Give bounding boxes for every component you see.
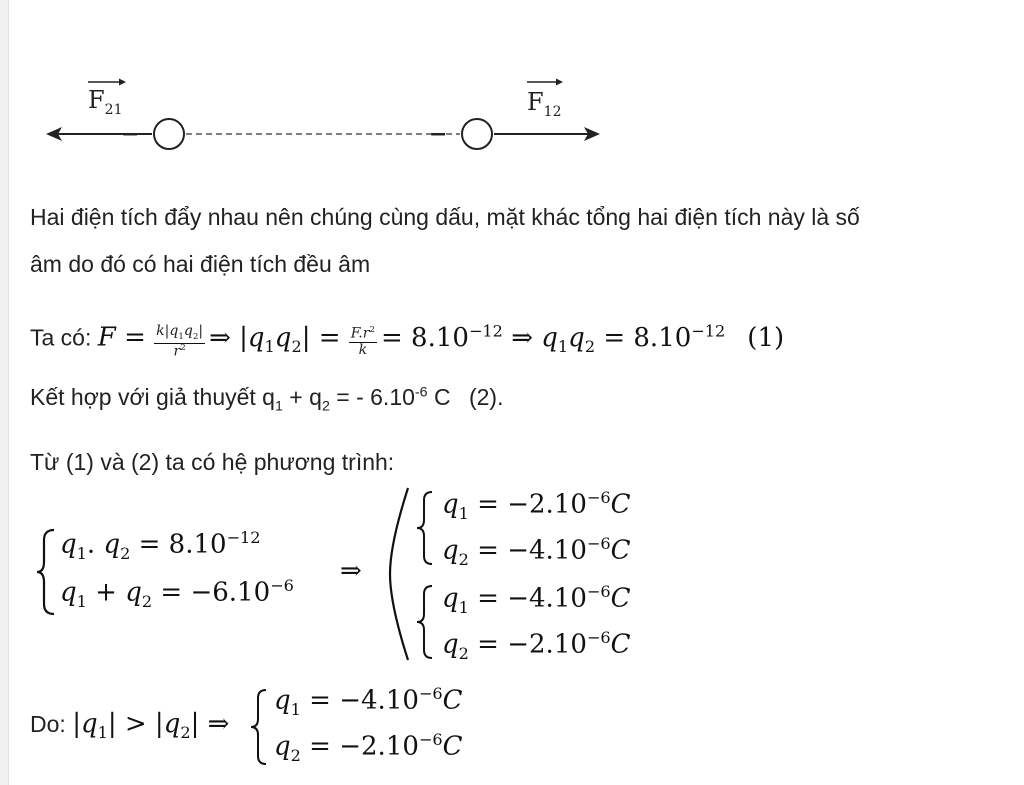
left-frame-border (0, 0, 9, 785)
solution-b-q1: $q_1 = -4.10^{-6}C$ (442, 582, 631, 617)
paragraph-line-1: Hai điện tích đẩy nhau nên chúng cùng dấu, mặt khác tổng hai điện tích này là số (30, 204, 860, 230)
solution-b-q2: $q_2 = -2.10^{-6}C$ (442, 628, 631, 663)
charge-q1-sign: − (121, 121, 140, 147)
charge-q2-circle (462, 119, 492, 149)
charge-q2-sign: − (429, 121, 448, 147)
equation-prefix: Ta có: (30, 324, 98, 351)
system-row-2: $q_1 + q_2 = -6.10^{-6}$ (60, 576, 294, 611)
equation-tag-1: (1) (747, 322, 785, 353)
system-row-1: $q_1$. $q_2 = 8.10^{-12}$ (60, 528, 261, 563)
conclusion-q1: $q_1 = -4.10^{-6}C$ (274, 684, 463, 719)
product-fraction: $\frac{F.r^2}{k}$ (350, 324, 375, 358)
conclusion-q2: $q_2 = -2.10^{-6}C$ (274, 730, 463, 765)
implies-arrow: ⇒ (340, 556, 362, 586)
solutions-paren (386, 484, 412, 664)
conclusion-prefix: Do: (30, 711, 73, 737)
paragraph-line-2: âm do đó có hai điện tích đều âm (30, 251, 371, 277)
charge-q1-circle (154, 119, 184, 149)
solution-a-q2: $q_2 = -4.10^{-6}C$ (442, 534, 631, 569)
conclusion-lhs: Do: $|q_1| > |q_2|$ ⇒ (30, 709, 230, 743)
system-intro: Từ (1) và (2) ta có hệ phương trình: (30, 449, 395, 475)
solution-a-q1: $q_1 = -2.10^{-6}C$ (442, 488, 631, 523)
system-brace (34, 526, 58, 618)
conclusion-brace (248, 686, 270, 768)
equation-tag-2: (2). (468, 384, 504, 410)
hypothesis-line: Kết hợp với giả thuyết $q_1 + q_2$ = - $6.10^{-6}$ C (2). (30, 384, 504, 415)
coulomb-equation: Ta có: F = $\frac{k|q_1q_2|}{r^2}$ ⇒ $|q_1q_2|$ = $\frac{F.r^2}{k}$ = $8.10^{-12}$ ⇒ $q_1q_2 = 8.10^{-12}$ (1) (30, 321, 785, 360)
coulomb-fraction: $\frac{k|q_1q_2|}{r^2}$ (156, 323, 204, 360)
force-f12-label: $F_{12}$ (527, 88, 562, 120)
solution-a-brace (414, 488, 436, 568)
force-f21-label: $F_{21}$ (88, 86, 123, 118)
solution-b-brace (414, 582, 436, 662)
